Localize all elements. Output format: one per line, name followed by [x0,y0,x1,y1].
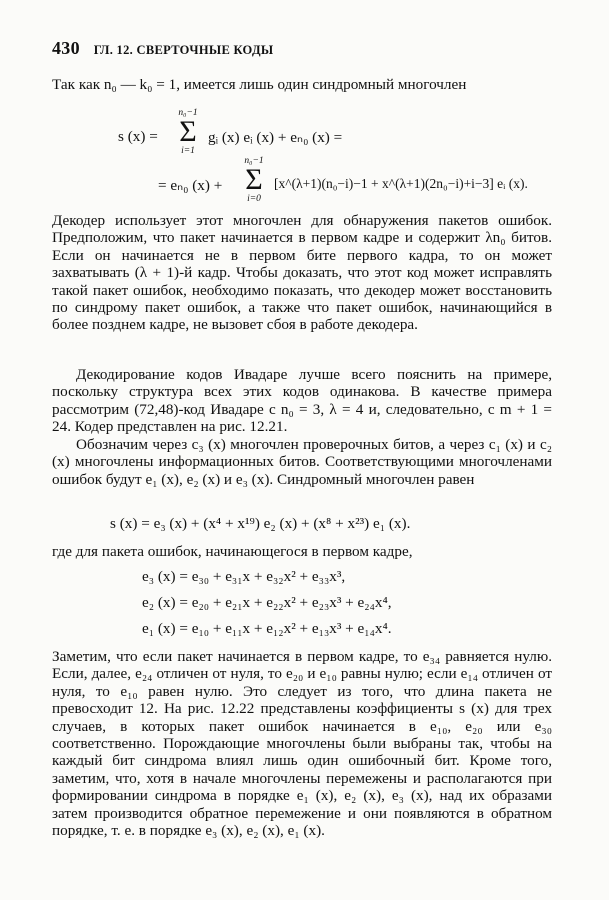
paragraph-1: Декодер использует этот многочлен для обнаружения пакетов ошибок. Предположим, что пакет начинается в первом кадре и содержит λn₀ битов. Если он начинается не в первом бите первого кадра, то он может захватывать (λ + 1)-й кадр. Чтобы доказать, что этот код может исправлять такой пакет ошибок, необходимо показать, что декодер может восстановить по синдрому пакет ошибок, а также что пакет ошибок, начинающийся в более позднем кадре, не вызовет сбоя в работе декодера. [52,212,552,334]
equation-2-rhs: [x^(λ+1)(n₀−i)−1 + x^(λ+1)(2n₀−i)+i−3] eᵢ (x). [274,176,528,191]
paragraph-4: где для пакета ошибок, начинающегося в первом кадре, [52,543,413,560]
sum-2-lower-limit: i=0 [247,194,261,204]
running-header [52,38,273,59]
equation-e2: e₂ (x) = e₂₀ + e₂₁x + e₂₂x² + e₂₃x³ + e₂₄x⁴, [142,594,392,611]
equation-1-rhs: gᵢ (x) eᵢ (x) + eₙ₀ (x) = [208,129,343,146]
paragraph-2: Декодирование кодов Ивадаре лучше всего пояснить на примере, поскольку структура всех этих кодов одинакова. В качестве примера рассмотрим (72,48)-код Ивадаре с n₀ = 3, λ = 4 и, следовательно, с m + 1 = 24. Кодер представлен на рис. 12.21. [52,366,552,436]
page-number: 430 [52,38,80,58]
equation-e3: e₃ (x) = e₃₀ + e₃₁x + e₃₂x² + e₃₃x³, [142,568,346,585]
sigma-glyph: Σ [179,115,197,148]
equation-2-lhs: = eₙ₀ (x) + [158,177,223,194]
intro-text: Так как n₀ — k₀ = 1, имеется лишь один синдромный многочлен [52,76,467,93]
sum-symbol-1 [170,108,206,156]
sum-1-lower-limit: i=1 [181,146,195,156]
sum-symbol-2 [236,156,272,204]
paragraph-3: Обозначим через c₃ (x) многочлен проверочных битов, а через c₁ (x) и c₂ (x) многочлены информационных битов. Соответствующими многочленами ошибок будут e₁ (x), e₂ (x) и e₃ (x). Синдромный многочлен равен [52,436,552,488]
paragraph-5: Заметим, что если пакет начинается в первом кадре, то e₃₄ равняется нулю. Если, далее, e₂₄ отличен от нуля, то e₂₀ и e₁₀ равны нулю; если e₁₄ отличен от нуля, то e₁₀ равен нулю. Это следует из того, что длина пакета не превосходит 12. На рис. 12.22 представлены коэффициенты s (x) для трех случаев, в которых пакет ошибок начинается в e₁₀, e₂₀ или e₃₀ соответственно. Порождающие многочлены были выбраны так, чтобы на каждый бит синдрома влиял лишь один ошибочный бит. Кроме того, заметим, что, хотя в начале многочлены перемежены и располагаются при формировании синдрома в порядке e₁ (x), e₂ (x), e₃ (x), над их образами затем производится обратное перемежение и они появляются в обратном порядке, т. е. в порядке e₃ (x), e₂ (x), e₁ (x). [52,648,552,840]
equation-e1: e₁ (x) = e₁₀ + e₁₁x + e₁₂x² + e₁₃x³ + e₁₄x⁴. [142,620,392,637]
sum-2-upper-limit: n₀−1 [244,156,264,166]
sigma-glyph: Σ [245,163,263,196]
equation-1-lhs: s (x) = [118,128,158,145]
equation-syndrome: s (x) = e₃ (x) + (x⁴ + x¹⁹) e₂ (x) + (x⁸ + x²³) e₁ (x). [110,515,411,532]
chapter-title: ГЛ. 12. СВЕРТОЧНЫЕ КОДЫ [93,43,274,57]
sum-1-upper-limit: n₀−1 [178,108,198,118]
